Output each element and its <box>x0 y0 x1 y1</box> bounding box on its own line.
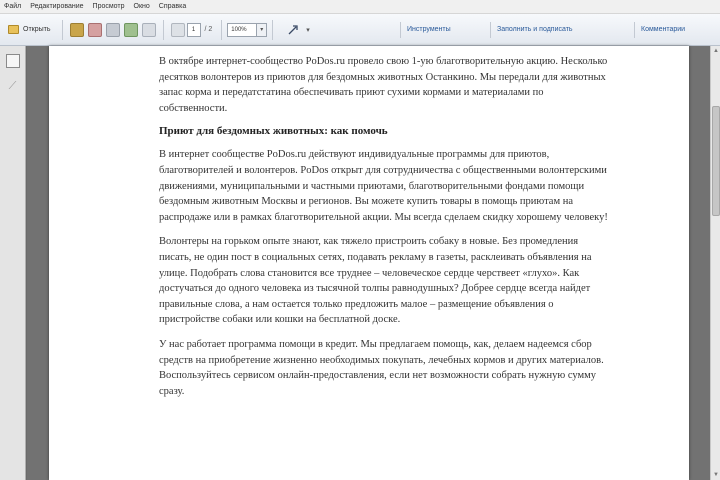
scroll-down-icon[interactable]: ▼ <box>713 472 719 478</box>
open-button[interactable] <box>4 20 57 40</box>
attachment-icon[interactable]: ⟋ <box>8 80 17 92</box>
toolbar-separator <box>272 20 273 40</box>
create-pdf-icon[interactable] <box>70 23 84 37</box>
open-label: Открыть <box>23 26 51 33</box>
previous-page-icon[interactable] <box>171 23 185 37</box>
paragraph: У нас работает программа помощи в кредит. Мы предлагаем помощь, как, делаем надеемся сбор средств на приобретение жизненно необходимых покупать, лечебных кормов и других материалов. Воспользуйтесь сервисом онлайн-предоставления, если нет возможности собрать нужную сумму сразу. <box>159 338 604 397</box>
page-thumbnail-icon[interactable] <box>142 23 156 37</box>
save-icon[interactable] <box>106 23 120 37</box>
tools-button[interactable]: Инструменты <box>400 22 457 38</box>
menu-view[interactable]: Просмотр <box>92 3 125 10</box>
menu-edit[interactable]: Редактирование <box>30 3 84 10</box>
section-heading: Приют для бездомных животных: как помочь <box>159 125 388 138</box>
menu-window[interactable]: Окно <box>133 3 150 10</box>
toolbar-separator <box>163 20 164 40</box>
fill-sign-button[interactable]: Заполнить и подписать <box>490 22 579 38</box>
document-area <box>27 46 710 480</box>
navigation-pane <box>0 46 26 480</box>
document-page <box>49 46 689 480</box>
toolbar-separator <box>221 20 222 40</box>
paragraph: В октябре интернет-сообщество PoDos.ru провело свою 1-ую благотворительную акцию. Несколько десятков волонтеров из приютов для бездомных животных Останкино. Мы передали для животных запас корма и передатстатина обеспечивать приют сухими кормами и материалами по собственности. <box>159 56 608 114</box>
folder-icon <box>8 25 19 34</box>
print-icon[interactable] <box>88 23 102 37</box>
page-count: / 2 <box>204 26 213 33</box>
vertical-scrollbar[interactable] <box>710 46 720 480</box>
menu-help[interactable]: Справка <box>158 3 187 10</box>
scroll-thumb[interactable] <box>712 106 720 216</box>
menu-bar <box>0 0 720 14</box>
paragraph: Волонтеры на горьком опыте знают, как тяжело пристроить собаку в новые. Без промедления писать, не один пост в социальных сетях, подавать рекламу в газеты, расклеивать объявления на улице. Подобрать слова становится все труднее – человеческое сердце черствеет «глухо». Как достучаться до одного человека из тысячной толпы равнодушных? Добрее сердце всегда найдет правильные слова, а нам остается только предложить малое – размещение объявления о пристройстве собаки или кошки на бесплатной доске. <box>159 236 592 326</box>
page-number-input[interactable]: 1 <box>187 23 201 37</box>
scroll-up-icon[interactable]: ▲ <box>713 48 719 54</box>
select-tool-icon[interactable] <box>284 23 302 37</box>
zoom-input[interactable]: 100% <box>227 23 257 37</box>
tool-dropdown-icon[interactable]: ▾ <box>306 26 310 34</box>
menu-file[interactable]: Файл <box>4 3 22 10</box>
email-icon[interactable] <box>124 23 138 37</box>
toolbar <box>0 14 720 46</box>
comments-button[interactable]: Комментарии <box>634 22 691 38</box>
paragraph: В интернет сообществе PoDos.ru действуют индивидуальные программы для приютов, благотворителей и волонтеров. PoDos открыт для сотрудничества с общественными волонтерскими движениями, муниципальными и частными приютами, благотворительными фондами помощи бездомным животным Москвы и регионов. Вы можете купить товары в помощь приютам на распродаже или в рамках благотворительной акции. Мы всегда сделаем скидку хорошему человеку! <box>159 149 608 223</box>
toolbar-separator <box>62 20 63 40</box>
page-thumbnails-icon[interactable] <box>6 54 20 68</box>
zoom-dropdown-icon[interactable]: ▾ <box>257 23 267 37</box>
